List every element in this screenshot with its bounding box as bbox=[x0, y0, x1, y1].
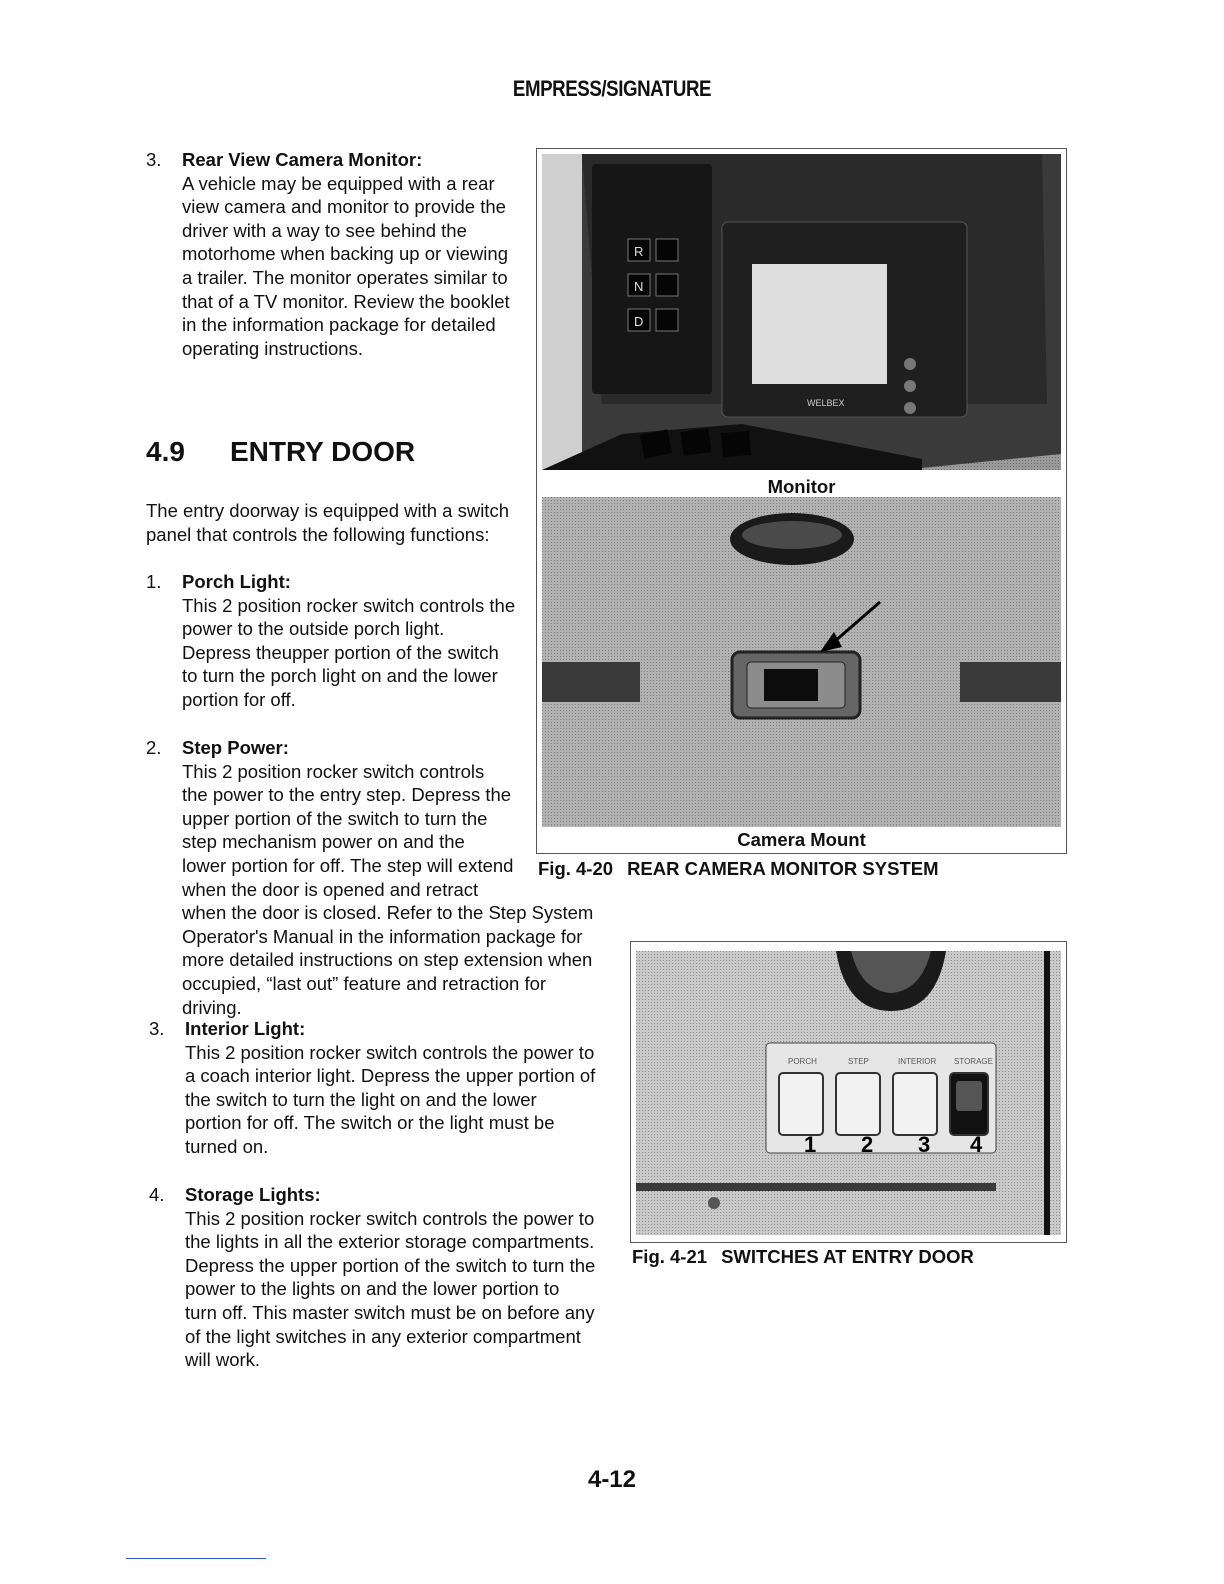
gear-key-r: R bbox=[634, 244, 644, 259]
item-title: Step Power: bbox=[182, 737, 289, 758]
camera-mount-photo bbox=[542, 497, 1061, 827]
camera-mount-label: Camera Mount bbox=[737, 829, 866, 850]
item-body: This 2 position rocker switch controls the power to the entry step. Depress the upper portion of the switch to turn the step mechanism power on and the lower portion for off. The step will extend when the door is opened and retract when the door is closed. Refer to the Step System Operator's Manual in the information package for more detailed instructions on step extension when occupied, “last out” feature and retraction for driving. bbox=[182, 760, 594, 1018]
switch-panel-photo-art bbox=[636, 951, 1061, 1235]
switch-number-2: 2 bbox=[861, 1132, 874, 1157]
step-power-item bbox=[182, 736, 596, 1019]
gear-key-n: N bbox=[634, 279, 644, 294]
monitor-brand-text: WELBEX bbox=[807, 398, 845, 408]
figure-4-21 bbox=[630, 941, 1067, 1243]
section-intro: The entry doorway is equipped with a switch panel that controls the following functions: bbox=[146, 500, 509, 545]
monitor-photo bbox=[542, 154, 1061, 470]
switch-number-3: 3 bbox=[918, 1132, 931, 1157]
item-title: Interior Light: bbox=[185, 1018, 306, 1039]
running-header: EMPRESS/SIGNATURE bbox=[512, 76, 712, 101]
item-title: Rear View Camera Monitor: bbox=[182, 149, 423, 170]
interior-light-item bbox=[185, 1017, 596, 1159]
page-number: 4-12 bbox=[587, 1466, 637, 1493]
switch-panel-photo bbox=[636, 951, 1061, 1235]
item-body: A vehicle may be equipped with a rear view camera and monitor to provide the driver with a way to see behind the motorhome when backing up or viewing a trailer. The monitor operates similar to that of a TV monitor. Review the booklet in the information package for detailed operating instructions. bbox=[182, 172, 510, 359]
porch-light-item bbox=[182, 570, 518, 712]
figure-4-20-caption bbox=[538, 858, 939, 880]
switch-text-porch: PORCH bbox=[788, 1057, 817, 1066]
figure-4-20 bbox=[536, 148, 1067, 854]
section-title: ENTRY DOOR bbox=[230, 436, 416, 467]
switch-text-interior: INTERIOR bbox=[898, 1057, 937, 1066]
monitor-label: Monitor bbox=[767, 476, 836, 497]
camera-mount-photo-art bbox=[542, 497, 1061, 827]
item-title: Porch Light: bbox=[182, 571, 291, 592]
item-number: 4. bbox=[149, 1184, 165, 1205]
switch-number-1: 1 bbox=[804, 1132, 817, 1157]
switch-text-storage: STORAGE bbox=[954, 1057, 993, 1066]
figure-4-21-caption bbox=[632, 1246, 974, 1268]
item-body: This 2 position rocker switch controls the power to the lights in all the exterior storage compartments. Depress the upper portion of the switch to turn the power to the lights on and the lower portion to turn off. This master switch must be on before any of the light switches in any exterior compartment will work. bbox=[185, 1207, 596, 1371]
item-body: This 2 position rocker switch controls the power to a coach interior light. Depress the upper portion of the switch to turn the light on and the lower portion for off. The switch or the light must be turned on. bbox=[185, 1041, 596, 1157]
item-body: This 2 position rocker switch controls the power to the outside porch light. Depress theupper portion of the switch to turn the porch light on and the lower portion for off. bbox=[182, 594, 516, 710]
footer-rule bbox=[126, 1558, 266, 1559]
figure-title: REAR CAMERA MONITOR SYSTEM bbox=[627, 858, 939, 879]
figure-title: SWITCHES AT ENTRY DOOR bbox=[721, 1246, 974, 1267]
storage-lights-item bbox=[185, 1183, 596, 1372]
gear-key-d: D bbox=[634, 314, 644, 329]
section-number: 4.9 bbox=[146, 436, 185, 467]
item-number: 3. bbox=[149, 1018, 165, 1039]
monitor-photo-art bbox=[542, 154, 1061, 470]
switch-text-step: STEP bbox=[848, 1057, 869, 1066]
figure-number: Fig. 4-21 bbox=[632, 1246, 708, 1267]
item-title: Storage Lights: bbox=[185, 1184, 321, 1205]
item-number: 2. bbox=[146, 737, 162, 758]
camera-monitor-item bbox=[182, 148, 518, 360]
figure-number: Fig. 4-20 bbox=[538, 858, 614, 879]
switch-number-4: 4 bbox=[970, 1132, 983, 1157]
item-number: 3. bbox=[146, 149, 162, 170]
item-number: 1. bbox=[146, 571, 162, 592]
